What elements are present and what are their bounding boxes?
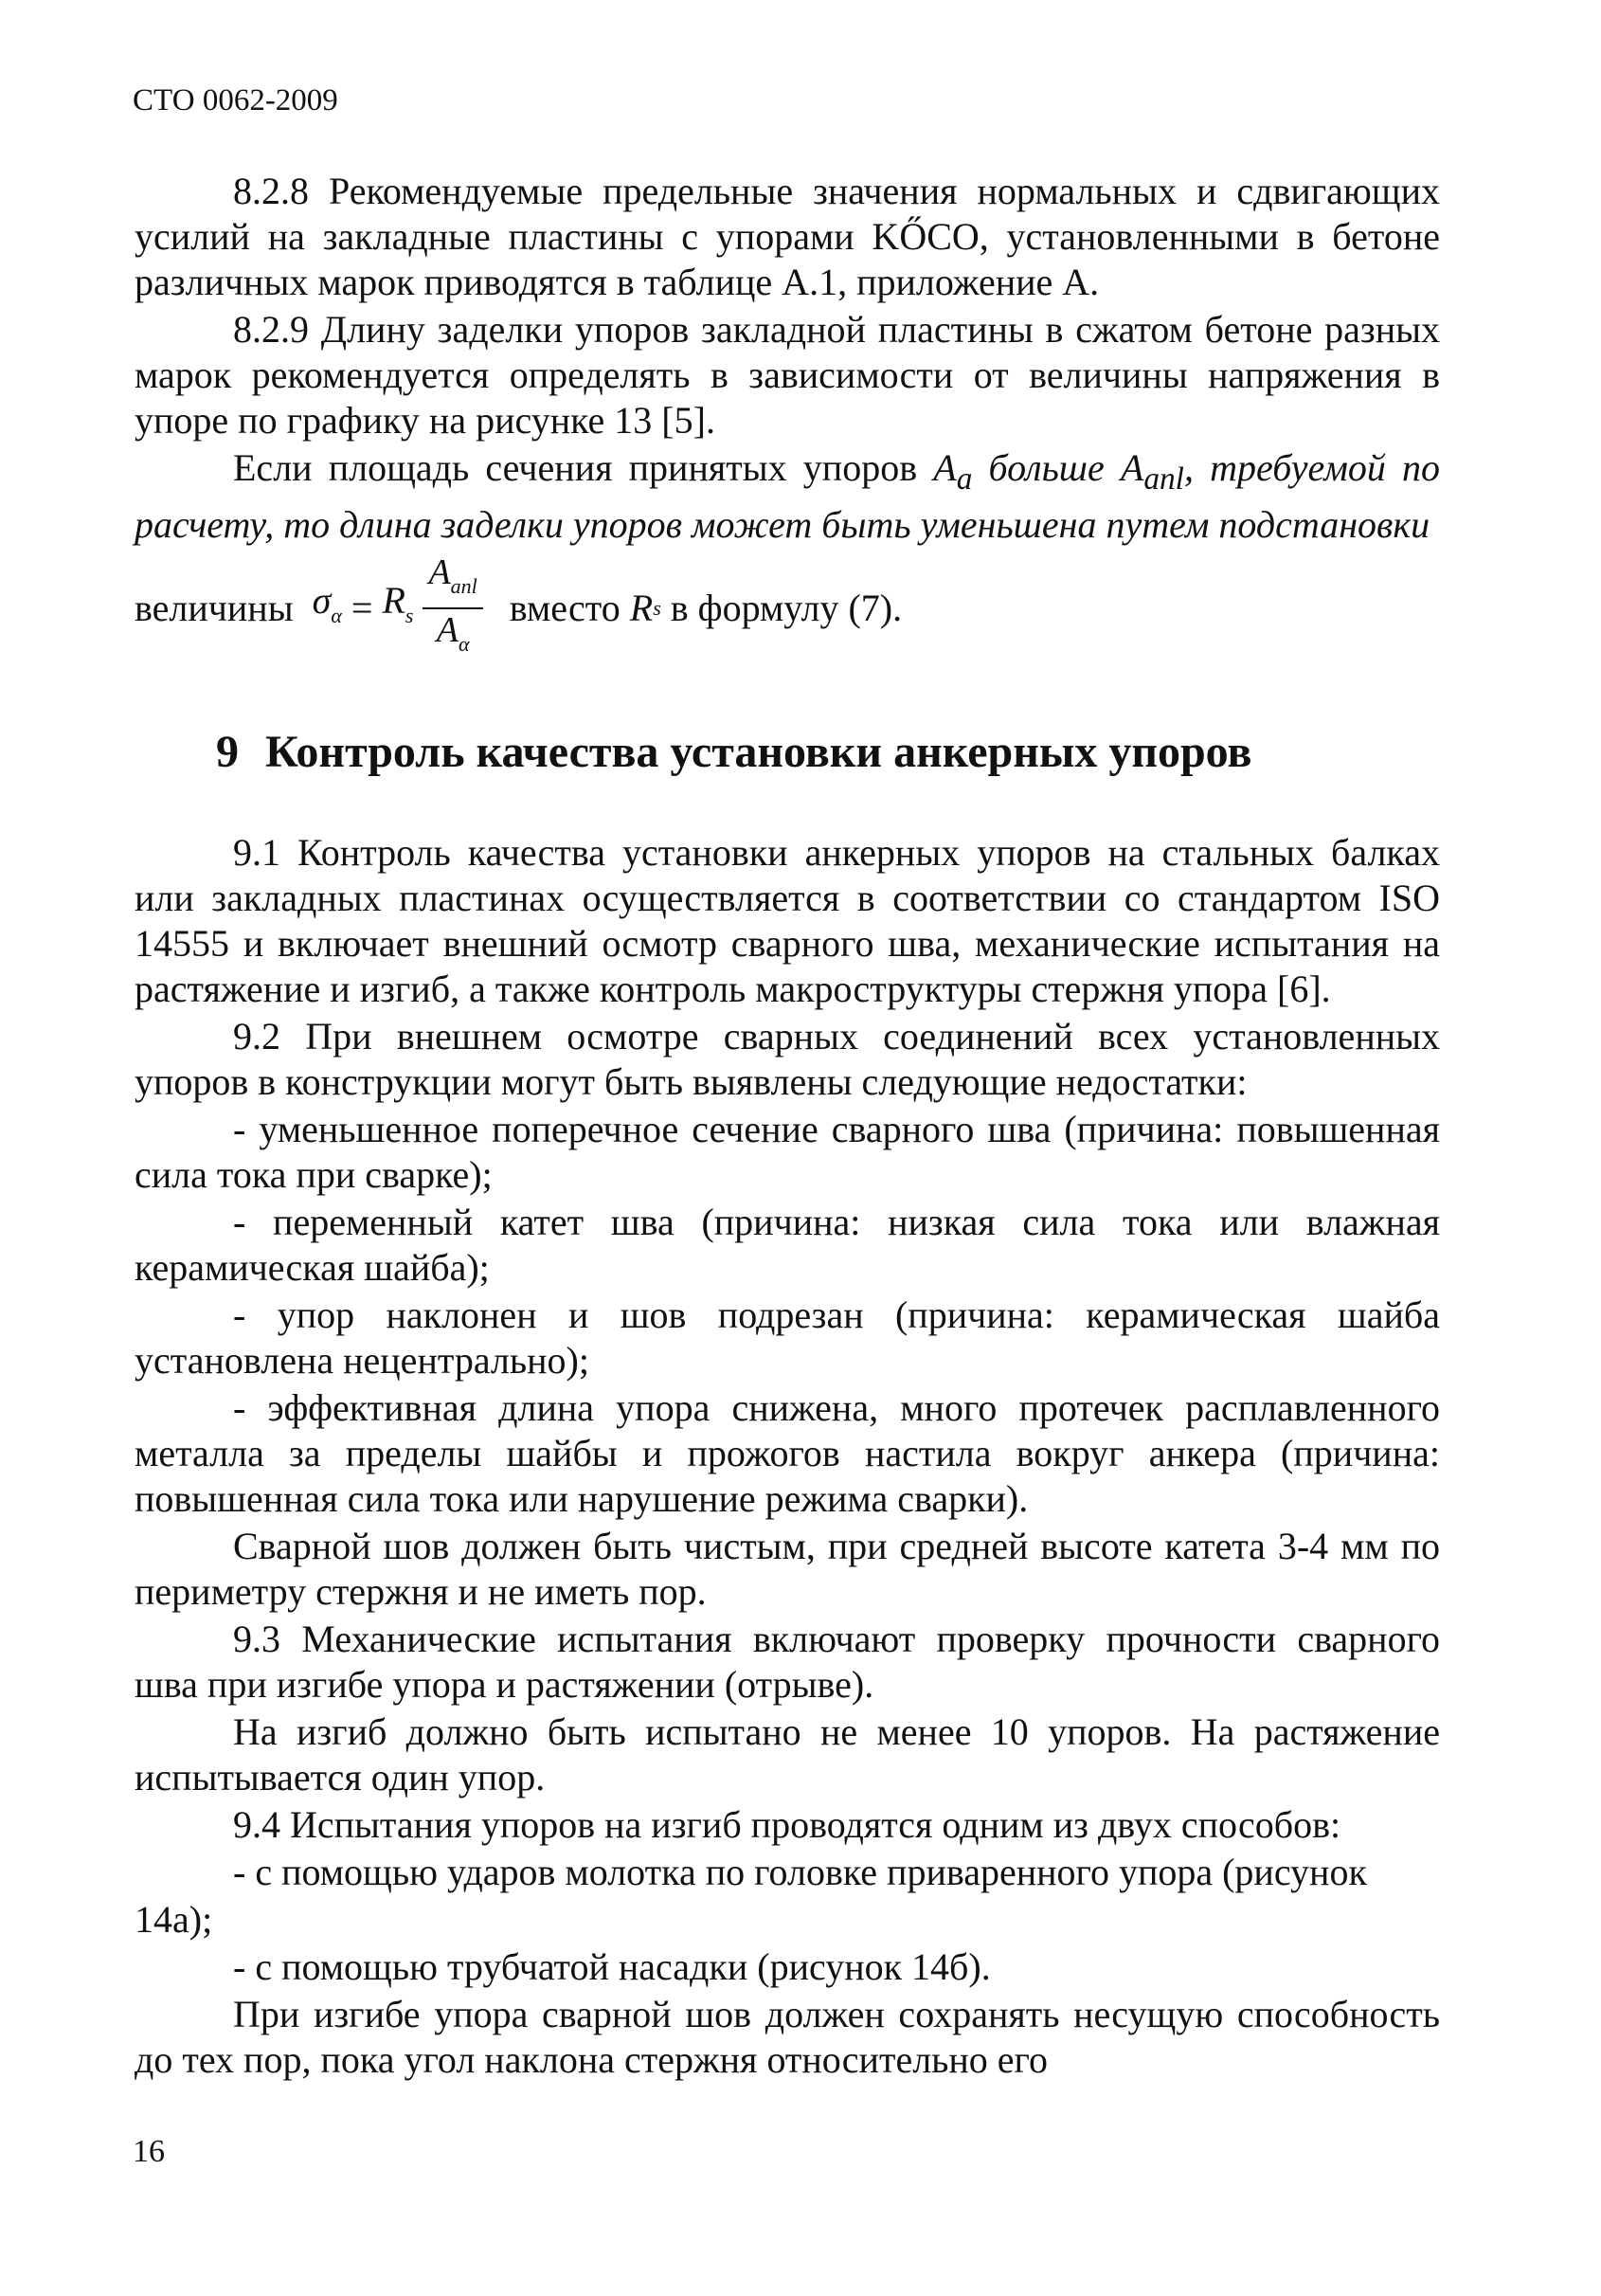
formula-equals: = xyxy=(351,587,373,629)
paragraph-bend-count: На изгиб должно быть испытано не менее 10 упоров. На растяжение испытывается один упор. xyxy=(135,1710,1440,1799)
paragraph-8-2-8: 8.2.8 Рекомендуемые предельные значения нормальных и сдвигающих усилий на закладные пластины с упорами KŐCO, установленными в бетоне различных марок приводятся в таблице А.1, приложение А. xyxy=(135,170,1440,303)
method-item-1-continuation: 14а); xyxy=(135,1898,213,1941)
page-number: 16 xyxy=(133,2134,165,2169)
paragraph-9-4: 9.4 Испытания упоров на изгиб проводятся одним из двух способов: xyxy=(233,1803,1341,1846)
paragraph-9-1: 9.1 Контроль качества установки анкерных упоров на стальных балках или закладных пластинах осуществляется в соответствии со стандартом ISO 14555 и включает внешний осмотр сварного шва, механические испытания на растяжение и изгиб, а также контроль макроструктуры стержня упора [6]. xyxy=(135,831,1440,1010)
defect-item-3: - упор наклонен и шов подрезан (причина: керамическая шайба установлена нецентрально); xyxy=(135,1293,1440,1382)
paragraph-area-condition xyxy=(135,445,1440,548)
formula-rs: $R_s$ xyxy=(382,579,414,627)
formula-denominator: $A_\alpha$ xyxy=(436,610,470,656)
formula-fraction xyxy=(423,551,482,665)
section-heading xyxy=(216,724,1440,781)
paragraph-9-2: 9.2 При внешнем осмотре сварных соединений всех установленных упоров в конструкции могут быть выявлены следующие недостатки: xyxy=(135,1015,1440,1103)
formula-expression xyxy=(313,551,496,665)
defect-item-1: - уменьшенное поперечное сечение сварного шва (причина: повышенная сила тока при сварке); xyxy=(135,1108,1440,1196)
defect-item-4: - эффективная длина упора снижена, много протечек расплавленного металла за пределы шайбы и прожогов настила вокруг анкера (причина: повышенная сила тока или нарушение режима сварки). xyxy=(135,1386,1440,1520)
page-body xyxy=(135,169,1440,2085)
area-condition-mid: больше xyxy=(988,446,1105,489)
paragraph-weld-requirements: Сварной шов должен быть чистым, при средней высоте катета 3-4 мм по периметру стержня и не иметь пор. xyxy=(135,1525,1440,1613)
section-number: 9 xyxy=(216,727,239,777)
document-code-header: СТО 0062-2009 xyxy=(133,83,338,118)
paragraph-bend-end: При изгибе упора сварной шов должен сохранять несущую способность до тех пор, пока угол наклона стержня относительно его xyxy=(135,1993,1440,2081)
var-a-anl: $A_{anl}$ xyxy=(1120,446,1184,497)
paragraph-9-3: 9.3 Механические испытания включают проверку прочности сварного шва при изгибе упора и растяжении (отрыве). xyxy=(135,1618,1440,1706)
formula-numerator: $A_{anl}$ xyxy=(423,551,482,609)
formula-sigma: $\sigma_\alpha$ xyxy=(312,579,342,627)
method-item-2: - с помощью трубчатой насадки (рисунок 14б). xyxy=(233,1945,991,1988)
var-a-alpha: $A_a$ xyxy=(933,446,973,497)
paragraph-8-2-9: 8.2.9 Длину заделки упоров закладной пластины в сжатом бетоне разных марок рекомендуется определять в зависимости от величины напряжения в упоре по графику на рисунке 13 [5]. xyxy=(135,308,1440,442)
section-title: Контроль качества установки анкерных упоров xyxy=(265,727,1252,777)
formula-suffix: вместо R s в формулу (7). xyxy=(509,587,903,629)
formula-prefix: величины xyxy=(135,587,294,629)
formula-sigma-alpha xyxy=(135,553,1440,663)
area-condition-start: Если площадь сечения принятых упоров xyxy=(233,446,918,489)
defect-item-2: - переменный катет шва (причина: низкая сила тока или влажная керамическая шайба); xyxy=(135,1201,1440,1289)
area-condition-end: , требуемой по расчету, то длина заделки упоров может быть уменьшена путем подстановки xyxy=(135,446,1441,546)
method-item-1: - с помощью ударов молотка по головке приваренного упора (рисунок xyxy=(233,1851,1367,1893)
